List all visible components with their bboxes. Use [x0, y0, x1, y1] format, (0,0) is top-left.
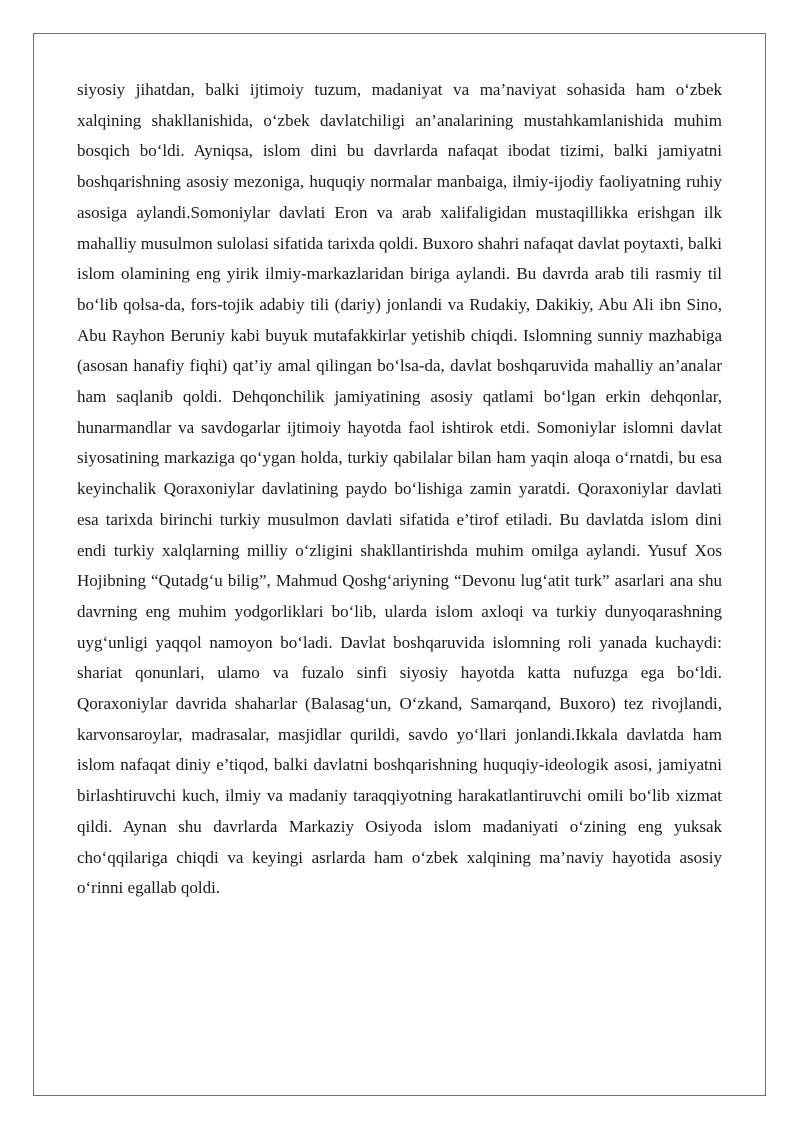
body-paragraph: siyosiy jihatdan, balki ijtimoiy tuzum, madaniyat va ma’naviyat sohasida ham o‘zbek xalqining shakllanishida, o‘zbek davlatchiligi an’analarining mustahkamlanishida muhim bosqich bo‘ldi. Ayniqsa, islom dini bu davrlarda nafaqat ibodat tizimi, balki jamiyatni boshqarishning asosiy mezoniga, huquqiy normalar manbaiga, ilmiy-ijodiy faoliyatning ruhiy asosiga aylandi.Somoniylar davlati Eron va arab xalifaligidan mustaqillikka erishgan ilk mahalliy musulmon sulolasi sifatida tarixda qoldi. Buxoro shahri nafaqat davlat poytaxti, balki islom olamining eng yirik ilmiy-markazlaridan biriga aylandi. Bu davrda arab tili rasmiy til bo‘lib qolsa-da, fors-tojik adabiy tili (dariy) jonlandi va Rudakiy, Dakikiy, Abu Ali ibn Sino, Abu Rayhon Beruniy kabi buyuk mutafakkirlar yetishib chiqdi. Islomning sunniy mazhabiga (asosan hanafiy fiqhi) qat’iy amal qilingan bo‘lsa-da, davlat boshqaruvida mahalliy an’analar ham saqlanib qoldi. Dehqonchilik jamiyatining asosiy qatlami bo‘lgan erkin dehqonlar, hunarmandlar va savdogarlar ijtimoiy hayotda faol ishtirok etdi. Somoniylar islomni davlat siyosatining markaziga qo‘ygan holda, turkiy qabilalar bilan ham yaqin aloqa o‘rnatdi, bu esa keyinchalik Qoraxoniylar davlatining paydo bo‘lishiga zamin yaratdi. Qoraxoniylar davlati esa tarixda birinchi turkiy musulmon davlati sifatida e’tirof etiladi. Bu davlatda islom dini endi turkiy xalqlarning milliy o‘zligini shakllantirishda muhim omilga aylandi. Yusuf Xos Hojibning “Qutadg‘u bilig”, Mahmud Qoshg‘ariyning “Devonu lug‘atit turk” asarlari ana shu davrning eng muhim yodgorliklari bo‘lib, ularda islom axloqi va turkiy dunyoqarashning uyg‘unligi yaqqol namoyon bo‘ladi. Davlat boshqaruvida islomning roli yanada kuchaydi: shariat qonunlari, ulamo va fuzalo sinfi siyosiy hayotda katta nufuzga ega bo‘ldi. Qoraxoniylar davrida shaharlar (Balasag‘un, O‘zkand, Samarqand, Buxoro) tez rivojlandi, karvonsaroylar, madrasalar, masjidlar qurildi, savdo yo‘llari jonlandi.Ikkala davlatda ham islom nafaqat diniy e’tiqod, balki davlatni boshqarishning huquqiy-ideologik asosi, jamiyatni birlashtiruvchi kuch, ilmiy va madaniy taraqqiyotning harakatlantiruvchi omili bo‘lib xizmat qildi. Aynan shu davrlarda Markaziy Osiyoda islom madaniyati o‘zining eng yuksak cho‘qqilariga chiqdi va keyingi asrlarda ham o‘zbek xalqining ma’naviy hayotida asosiy o‘rinni egallab qoldi.: [77, 80, 722, 898]
